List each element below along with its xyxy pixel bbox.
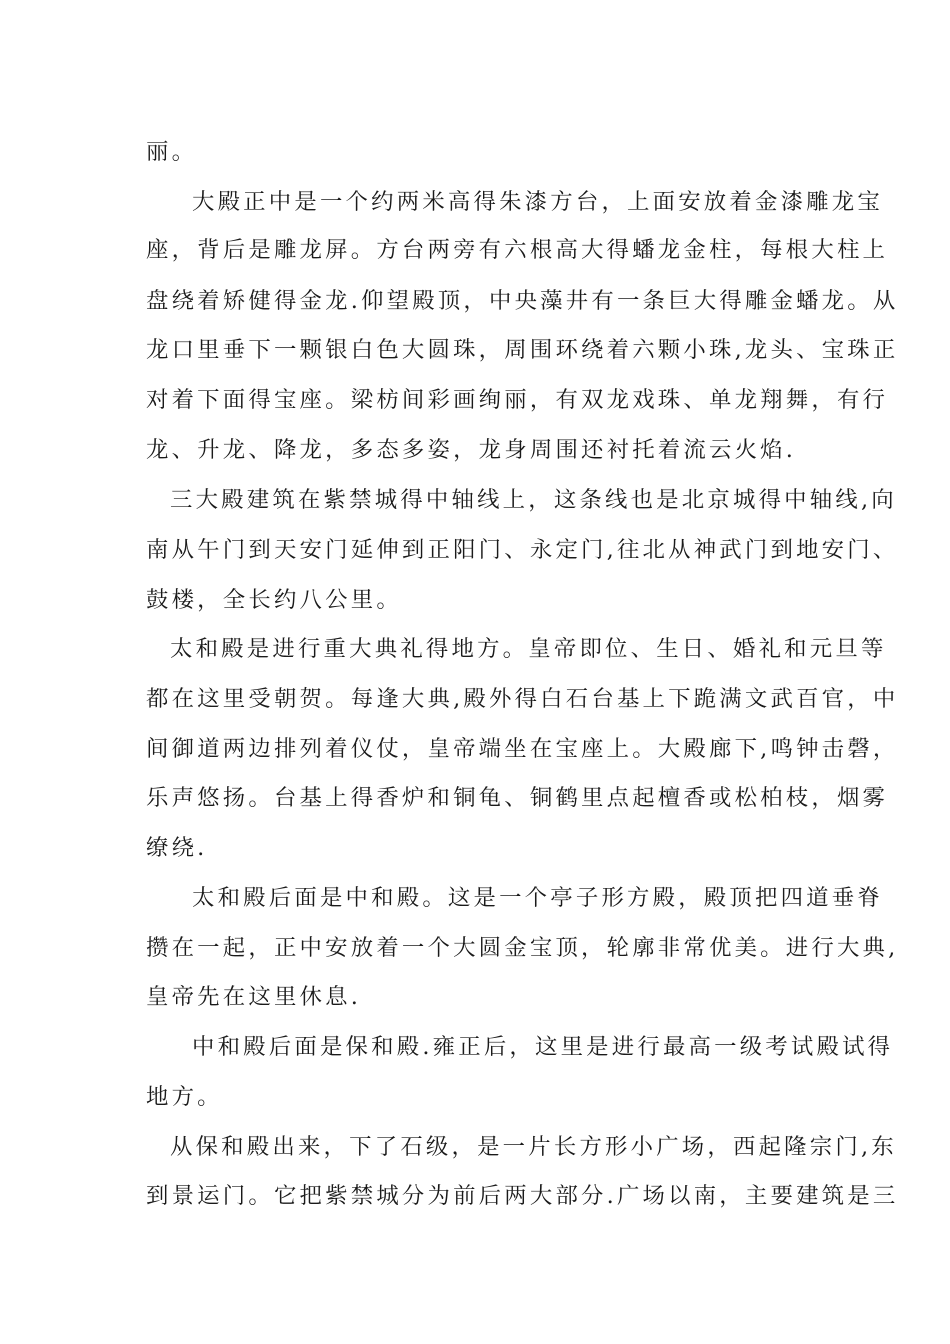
text-line: 缭绕.: [146, 835, 208, 861]
text-line: 大殿正中是一个约两米高得朱漆方台，上面安放着金漆雕龙宝: [192, 189, 883, 215]
text-line: 间御道两边排列着仪仗，皇帝端坐在宝座上。大殿廊下,鸣钟击磬，: [146, 736, 899, 762]
text-line: 盘绕着矫健得金龙.仰望殿顶，中央藻井有一条巨大得雕金蟠龙。从: [146, 288, 899, 314]
text-line: 到景运门。它把紫禁城分为前后两大部分.广场以南，主要建筑是三: [146, 1183, 899, 1209]
text-line: 皇帝先在这里休息.: [146, 984, 362, 1010]
text-line: 龙口里垂下一颗银白色大圆珠，周围环绕着六颗小珠,龙头、宝珠正: [146, 337, 899, 363]
text-line: 中和殿后面是保和殿.雍正后，这里是进行最高一级考试殿试得: [192, 1034, 894, 1060]
text-line: 三大殿建筑在紫禁城得中轴线上，这条线也是北京城得中轴线,向: [170, 487, 897, 513]
text-line: 太和殿是进行重大典礼得地方。皇帝即位、生日、婚礼和元旦等: [170, 636, 887, 662]
text-line: 地方。: [146, 1084, 223, 1110]
text-line: 丽。: [146, 139, 198, 165]
text-line: 龙、升龙、降龙，多态多姿，龙身周围还衬托着流云火焰.: [146, 437, 797, 463]
text-line: 从保和殿出来，下了石级，是一片长方形小广场，西起隆宗门,东: [170, 1134, 897, 1160]
text-line: 太和殿后面是中和殿。这是一个亭子形方殿，殿顶把四道垂脊: [192, 885, 883, 911]
text-line: 都在这里受朝贺。每逢大典,殿外得白石台基上下跪满文武百官，中: [146, 686, 899, 712]
text-line: 对着下面得宝座。梁枋间彩画绚丽，有双龙戏珠、单龙翔舞，有行: [146, 387, 889, 413]
text-line: 南从午门到天安门延伸到正阳门、永定门,往北从神武门到地安门、: [146, 537, 899, 563]
text-line: 攒在一起，正中安放着一个大圆金宝顶，轮廓非常优美。进行大典,: [146, 935, 899, 961]
text-line: 座，背后是雕龙屏。方台两旁有六根高大得蟠龙金柱，每根大柱上: [146, 237, 889, 263]
text-line: 鼓楼，全长约八公里。: [146, 587, 402, 613]
text-line: 乐声悠扬。台基上得香炉和铜龟、铜鹤里点起檀香或松柏枝，烟雾: [146, 785, 889, 811]
